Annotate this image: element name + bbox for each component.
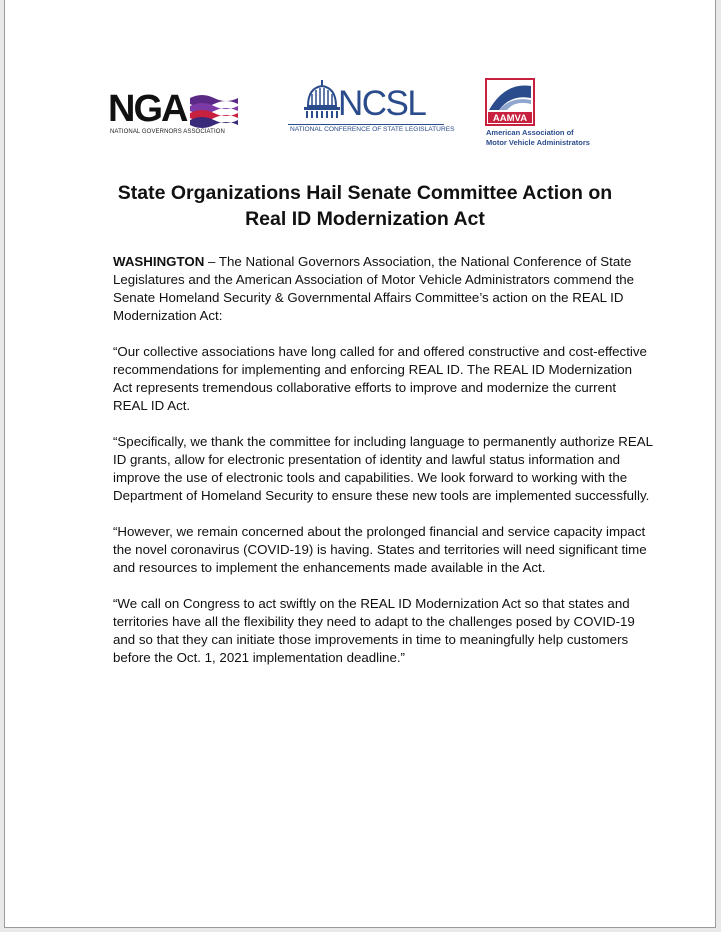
aamva-logo [485, 78, 615, 148]
aamva-subtitle-line1: American Association of [486, 128, 574, 137]
dateline: WASHINGTON [113, 254, 205, 269]
quote-paragraph-3: “However, we remain concerned about the prolonged financial and service capacity impact the novel coronavirus (COVID-19) is having. States and territories will need significant time and resources to implement the enhancements made available in the Act. [113, 524, 647, 575]
press-release-body [113, 253, 653, 685]
title-line-2: Real ID Modernization Act [245, 208, 485, 230]
quote-paragraph-1: “Our collective associations have long called for and offered constructive and cost-effective recommendations for implementing and enforcing REAL ID. The REAL ID Modernization Act represents tremendous collaborative efforts to improve and modernize the current REAL ID Act. [113, 344, 647, 413]
ncsl-subtitle: NATIONAL CONFERENCE OF STATE LEGISLATURES [290, 126, 455, 133]
ncsl-logo [288, 80, 455, 140]
intro-paragraph [113, 253, 653, 325]
aamva-subtitle-line2: Motor Vehicle Administrators [486, 138, 590, 147]
aamva-wordmark: AAMVA [492, 113, 528, 124]
nga-logo [108, 90, 243, 140]
aamva-road-icon [485, 78, 535, 126]
page-title [65, 180, 665, 232]
ncsl-wordmark: NCSL [338, 84, 426, 123]
ncsl-divider [288, 124, 444, 125]
intro-text: – The National Governors Association, the National Conference of State Legislatures and the American Association of Motor Vehicle Administrators commend the Senate Homeland Security & Governmental Affairs Committee’s action on the REAL ID Modernization Act: [113, 254, 635, 323]
flag-icon [188, 92, 240, 130]
nga-wordmark: NGA [108, 88, 187, 130]
quote-paragraph-2: “Specifically, we thank the committee for including language to permanently authorize REAL ID grants, allow for electronic presentation of identity and lawful status information and improve the use of electronic tools and capabilities. We look forward to working with the Department of Homeland Security to ensure these new tools are implemented successfully. [113, 434, 653, 503]
nga-subtitle: NATIONAL GOVERNORS ASSOCIATION [110, 129, 225, 135]
quote-paragraph-4: “We call on Congress to act swiftly on the REAL ID Modernization Act so that states and territories have all the flexibility they need to adapt to the challenges posed by COVID-19 and so that they can initiate those improvements in time to meaningfully help customers before the Oct. 1, 2021 implementation deadline.” [113, 596, 635, 665]
title-line-1: State Organizations Hail Senate Committee Action on [117, 182, 613, 204]
aamva-subtitle [486, 128, 590, 148]
document-page [4, 0, 716, 928]
